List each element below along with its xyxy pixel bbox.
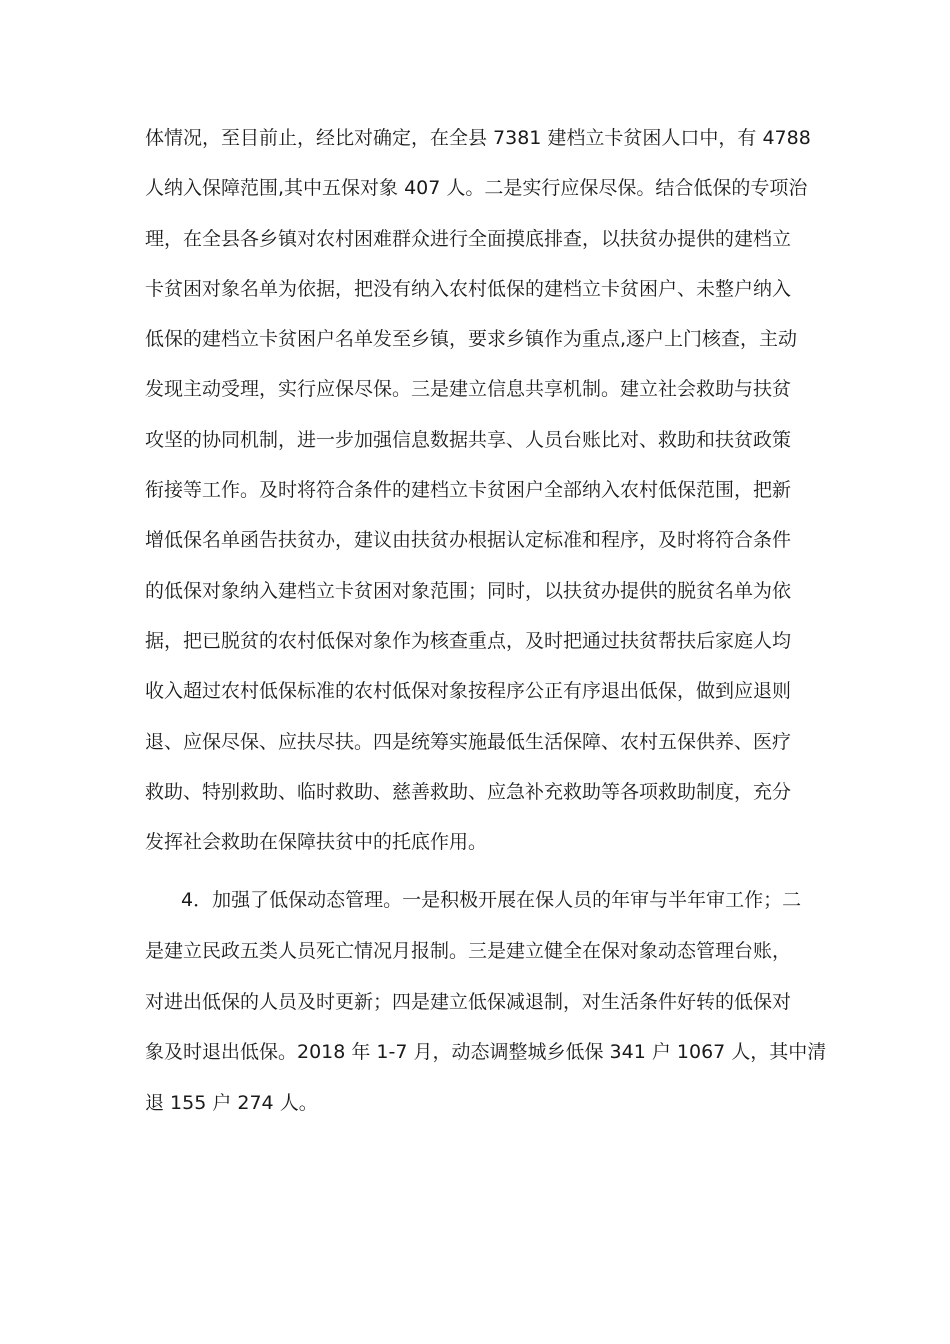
text-line: 是建立民政五类人员死亡情况月报制。三是建立健全在保对象动态管理台账， xyxy=(145,939,792,962)
text-line: 据，把已脱贫的农村低保对象作为核查重点，及时把通过扶贫帮扶后家庭人均 xyxy=(145,629,792,652)
text-line: 人纳入保障范围,其中五保对象 407 人。二是实行应保尽保。结合低保的专项治 xyxy=(145,177,808,200)
text-line: 增低保名单函告扶贫办，建议由扶贫办根据认定标准和程序，及时将符合条件 xyxy=(145,529,792,552)
text-line: 攻坚的协同机制，进一步加强信息数据共享、人员台账比对、救助和扶贫政策 xyxy=(145,428,792,451)
text-line: 救助、特别救助、临时救助、慈善救助、应急补充救助等各项救助制度，充分 xyxy=(145,780,792,803)
text-line: 对进出低保的人员及时更新；四是建立低保减退制，对生活条件好转的低保对 xyxy=(145,990,792,1013)
text-line: 的低保对象纳入建档立卡贫困对象范围；同时，以扶贫办提供的脱贫名单为依 xyxy=(145,579,792,602)
text-line: 退、应保尽保、应扶尽扶。四是统筹实施最低生活保障、农村五保供养、医疗 xyxy=(145,730,792,753)
text-line: 卡贫困对象名单为依据，把没有纳入农村低保的建档立卡贫困户、未整户纳入 xyxy=(145,277,792,300)
text-line-first: 4．加强了低保动态管理。一是积极开展在保人员的年审与半年审工作；二 xyxy=(181,889,802,911)
text-line: 退 155 户 274 人。 xyxy=(145,1092,318,1115)
text-line: 衔接等工作。及时将符合条件的建档立卡贫困户全部纳入农村低保范围，把新 xyxy=(145,479,792,502)
text-line: 象及时退出低保。2018 年 1-7 月，动态调整城乡低保 341 户 1067 人，其中清 xyxy=(145,1041,827,1064)
text-line: 发挥社会救助在保障扶贫中的托底作用。 xyxy=(145,831,488,854)
text-line: 发现主动受理，实行应保尽保。三是建立信息共享机制。建立社会救助与扶贫 xyxy=(145,378,792,401)
text-line: 收入超过农村低保标准的农村低保对象按程序公正有序退出低保，做到应退则 xyxy=(145,680,792,703)
text-line: 体情况，至目前止，经比对确定，在全县 7381 建档立卡贫困人口中，有 4788 xyxy=(145,127,811,149)
text-line: 低保的建档立卡贫困户名单发至乡镇，要求乡镇作为重点,逐户上门核查，主动 xyxy=(145,328,798,351)
text-line: 理，在全县各乡镇对农村困难群众进行全面摸底排查，以扶贫办提供的建档立 xyxy=(145,227,792,250)
paragraph-dynamic-management xyxy=(145,888,827,1142)
paragraph-social-assistance xyxy=(145,126,815,880)
